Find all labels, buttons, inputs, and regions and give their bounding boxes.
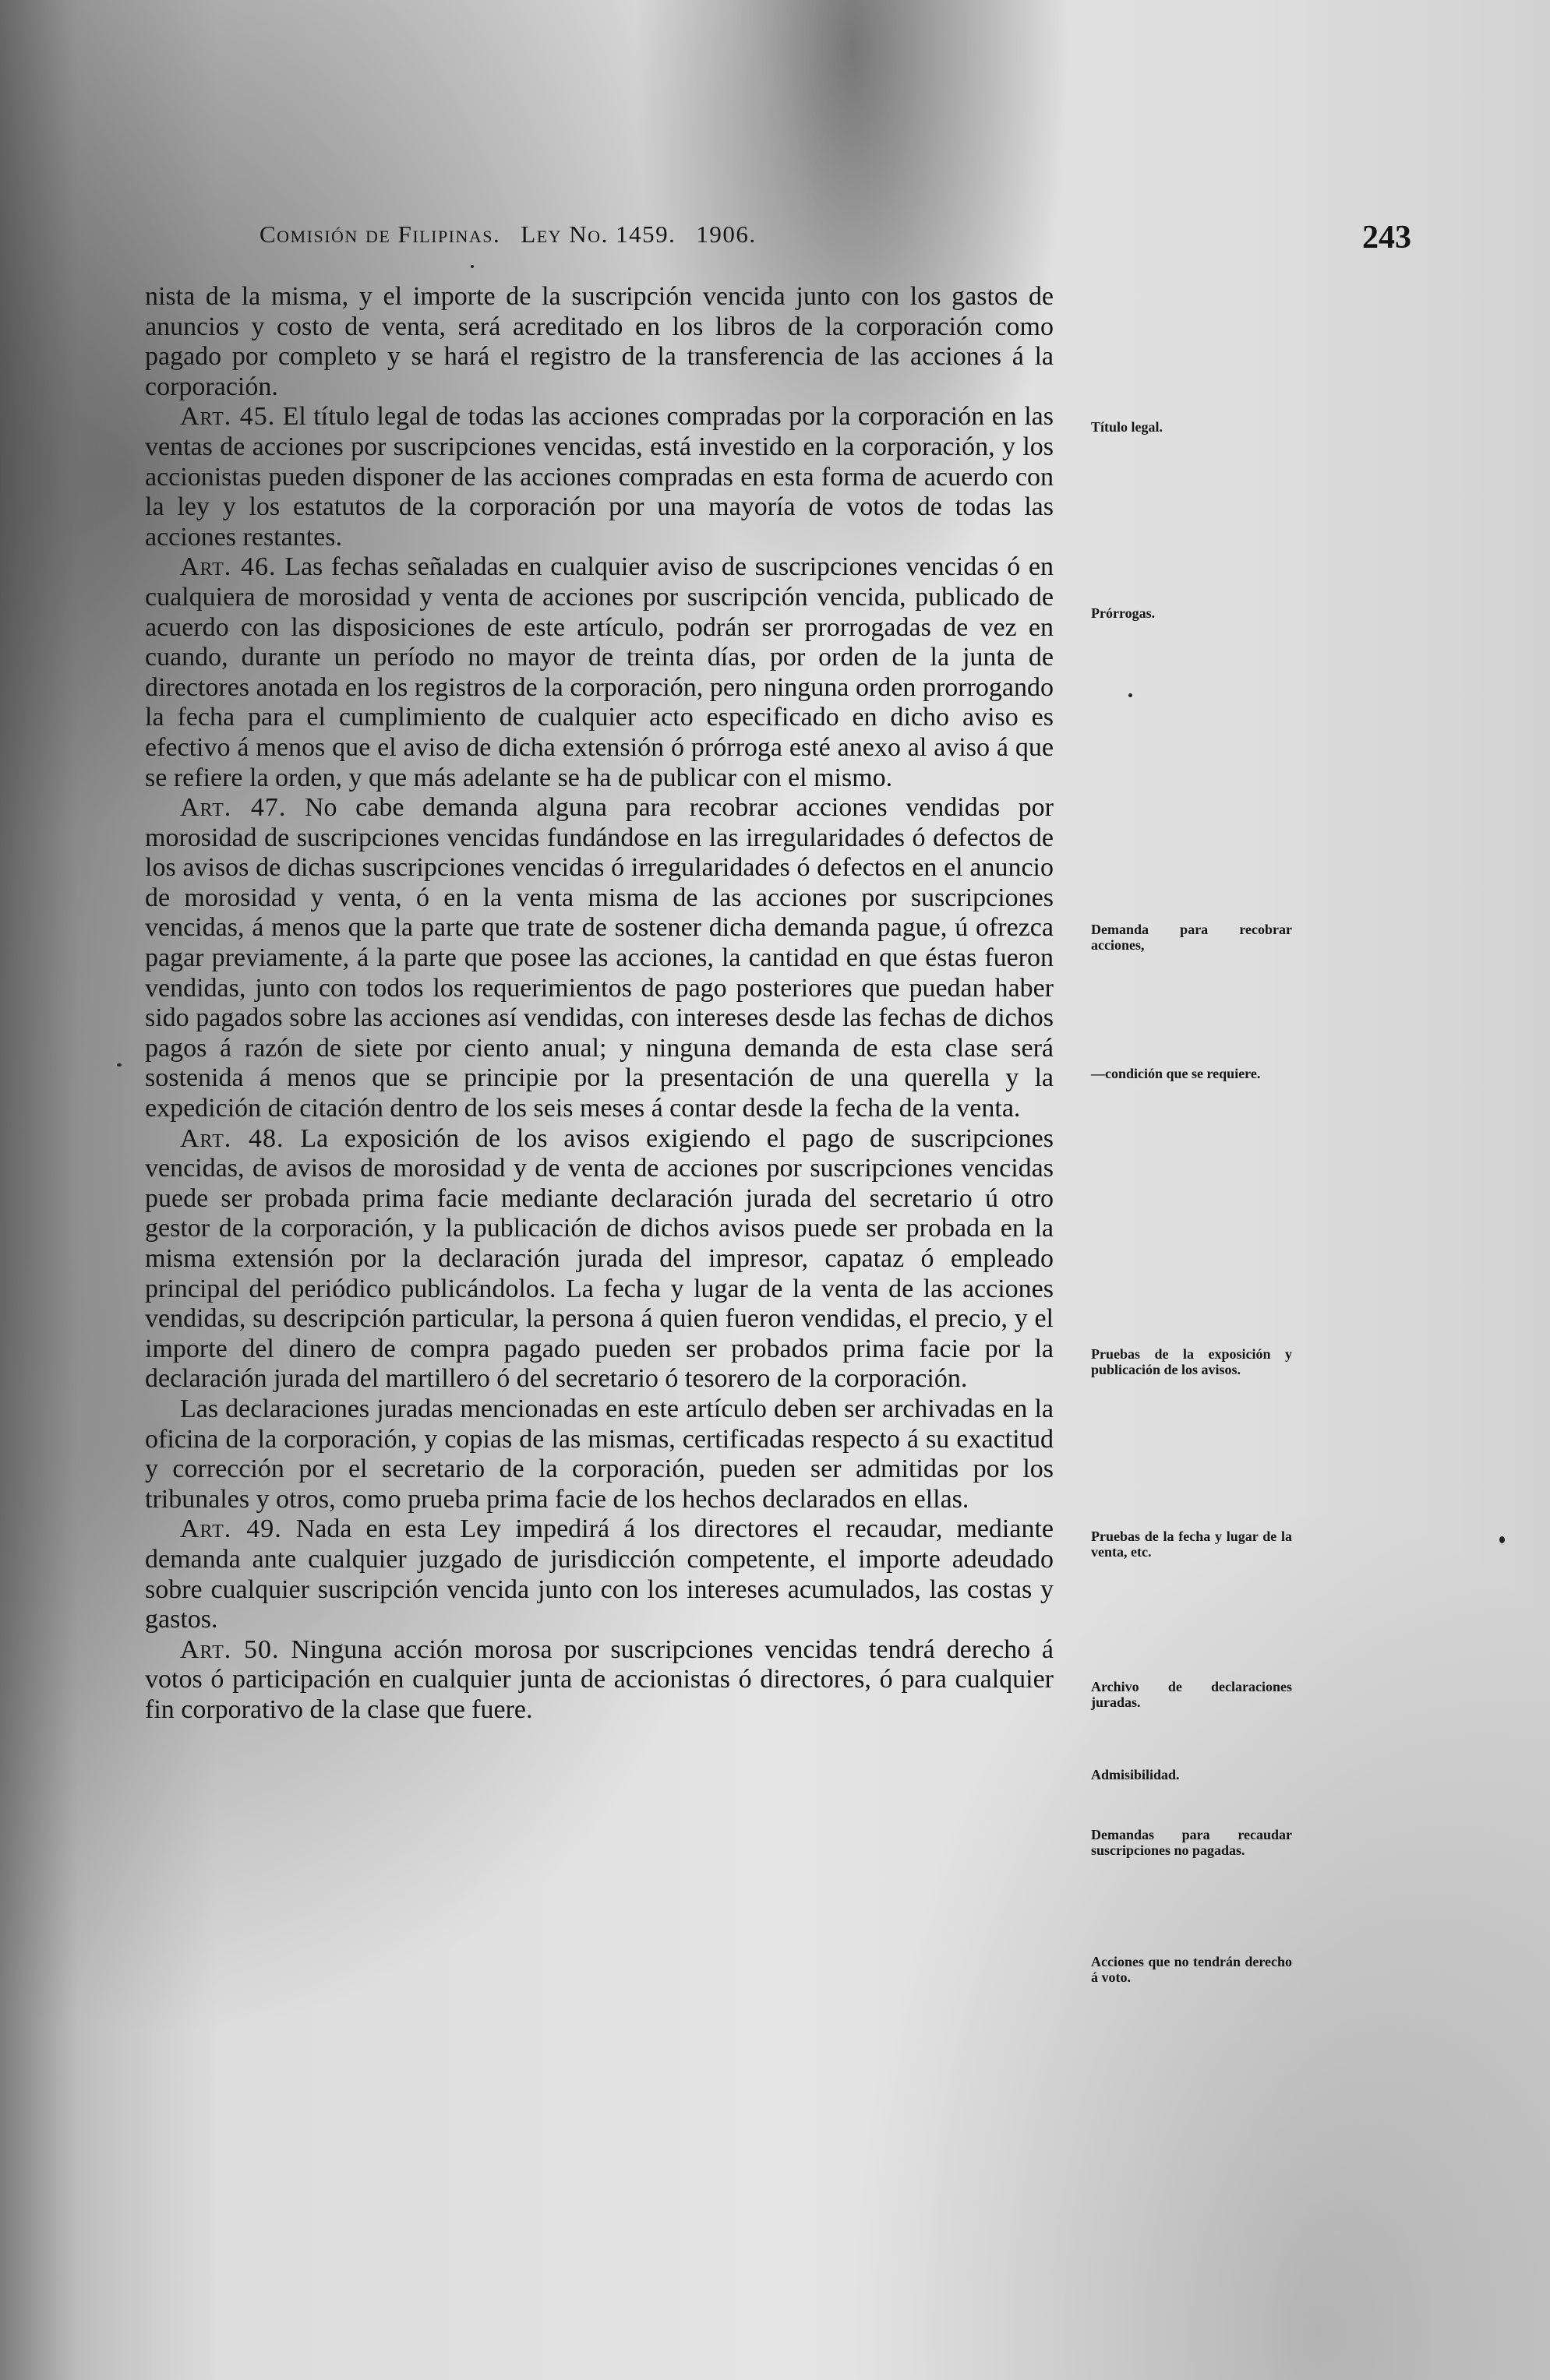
paragraph-art-48-continued [145, 1395, 1054, 1514]
margin-note-pruebas-venta: Pruebas de la fecha y lugar de la venta, etc. [1091, 1528, 1292, 1560]
scan-speck [1499, 1536, 1505, 1543]
paragraph-text: Las declaraciones juradas mencionadas en este artículo deben ser archivadas en la oficina de la corporación, y copias de las mismas, certificadas respecto á su exactitud y corrección por el secretario de la corporación, pueden ser admitidas por los tribunales y otros, como prueba prima facie de los hechos declarados en ellas. [145, 1394, 1054, 1514]
paragraph-text: Las fechas señaladas en cualquier aviso de suscripciones vencidas ó en cualquiera de morosidad y venta de acciones por suscripción vencida, publicado de acuerdo con las disposiciones de este artículo, podrán ser prorrogadas de vez en cuando, durante un período no mayor de treinta días, por orden de la junta de directores anotada en los registros de la corporación, pero ninguna orden prorrogando la fecha para el cumplimiento de cualquier acto especificado en dicho aviso es efectivo á menos que el aviso de dicha extensión ó prórroga esté anexo al aviso á que se refiere la orden, y que más adelante se ha de publicar con el mismo. [145, 552, 1054, 792]
margin-note-condicion: —condición que se requiere. [1091, 1066, 1261, 1081]
margin-note-acciones-voto: Acciones que no tendrán derecho á voto. [1091, 1954, 1292, 1985]
margin-note-demandas-recaudar: Demandas para recaudar suscripciones no pagadas. [1091, 1827, 1292, 1858]
paragraph-art-46 [145, 552, 1054, 793]
paragraph-art-48 [145, 1124, 1054, 1395]
running-head [260, 220, 757, 249]
scan-speck [117, 1063, 122, 1067]
paragraph-text: La exposición de los avisos exigiendo el pago de suscripciones vencidas, de avisos de morosidad y de venta de acciones por suscripciones vencidas puede ser probada prima facie mediante declaración jurada del secretario ú otro gestor de la corporación, y la publicación de dichos avisos puede ser probada en la misma extensión por la declaración jurada del impresor, capataz ó empleado principal del periódico publicándolos. La fecha y lugar de la venta de las acciones vendidas, su descripción particular, la persona á quien fueron vendidas, el precio, y el importe del dinero de compra pagado pueden ser probados prima facie por la declaración jurada del martillero ó del secretario ó tesorero de la corporación. [145, 1123, 1054, 1394]
paragraph-art-45 [145, 402, 1054, 552]
article-label: Art. 45. [180, 402, 276, 432]
paragraph-text: El título legal de todas las acciones compradas por la corporación en las ventas de acciones por suscripciones vencidas, está investido en la corporación, y los accionistas pueden disponer de las acciones compradas en esta forma de acuerdo con la ley y los estatutos de la corporación por una mayoría de votos de todas las acciones restantes. [145, 402, 1054, 552]
margin-note-pruebas-avisos: Pruebas de la exposición y publicación de los avisos. [1091, 1346, 1292, 1377]
paragraph-continuation [145, 282, 1054, 402]
margin-note-admisibilidad: Admisibilidad. [1091, 1767, 1180, 1782]
paragraph-text: Ninguna acción morosa por suscripciones vencidas tendrá derecho á votos ó participación en cualquier junta de accionistas ó directores, ó para cualquier fin corporativo de la clase que fuere. [145, 1634, 1054, 1724]
running-head-law: Ley No. 1459. [521, 220, 676, 248]
margin-note-titulo-legal: Título legal. [1091, 419, 1163, 435]
paragraph-text: No cabe demanda alguna para recobrar acciones vendidas por morosidad de suscripciones vencidas fundándose en las irregularidades ó defectos de los avisos de dichas suscripciones vencidas ó irregularidades ó defectos en el anuncio de morosidad y venta, ó en la venta misma de las acciones por suscripciones vencidas, á menos que la parte que trate de sostener dicha demanda pague, ú ofrezca pagar previamente, á la parte que posee las acciones, la cantidad en que éstas fueron vendidas, junto con todos los requerimientos de pago posteriores que puedan haber sido pagados sobre las acciones así vendidas, con intereses desde las fechas de dichos pagos á razón de siete por ciento anual; y ninguna demanda de esta clase será sostenida á menos que se principie por la presentación de una querella y la expedición de citación dentro de los seis meses á contar desde la fecha de la venta. [145, 793, 1054, 1123]
margin-note-archivo: Archivo de declaraciones juradas. [1091, 1679, 1292, 1710]
margin-note-demanda: Demanda para recobrar acciones, [1091, 922, 1292, 953]
running-head-year: 1906. [696, 220, 757, 248]
scan-speck [471, 265, 474, 268]
article-label: Art. 46. [180, 552, 277, 582]
paragraph-text: nista de la misma, y el importe de la suscripción vencida junto con los gastos de anuncios y costo de venta, será acreditado en los libros de la corporación como pagado por completo y se hará el registro de la transferencia de las acciones á la corporación. [145, 282, 1054, 401]
scan-speck [1128, 693, 1132, 697]
paragraph-art-47 [145, 793, 1054, 1124]
paragraph-art-50 [145, 1635, 1054, 1726]
article-label: Art. 47. [180, 793, 287, 823]
page-number: 243 [1362, 220, 1411, 256]
article-label: Art. 50. [180, 1634, 280, 1664]
body-text [145, 282, 1054, 1726]
margin-note-prorrogas: Prórrogas. [1091, 605, 1156, 621]
article-label: Art. 49. [180, 1514, 282, 1544]
running-head-title: Comisión de Filipinas. [260, 220, 501, 248]
article-label: Art. 48. [180, 1123, 284, 1153]
paragraph-text: Nada en esta Ley impedirá á los directores el recaudar, mediante demanda ante cualquier juzgado de jurisdicción competente, el importe adeudado sobre cualquier suscripción vencida junto con los intereses acumulados, las costas y gastos. [145, 1514, 1054, 1634]
paragraph-art-49 [145, 1514, 1054, 1634]
